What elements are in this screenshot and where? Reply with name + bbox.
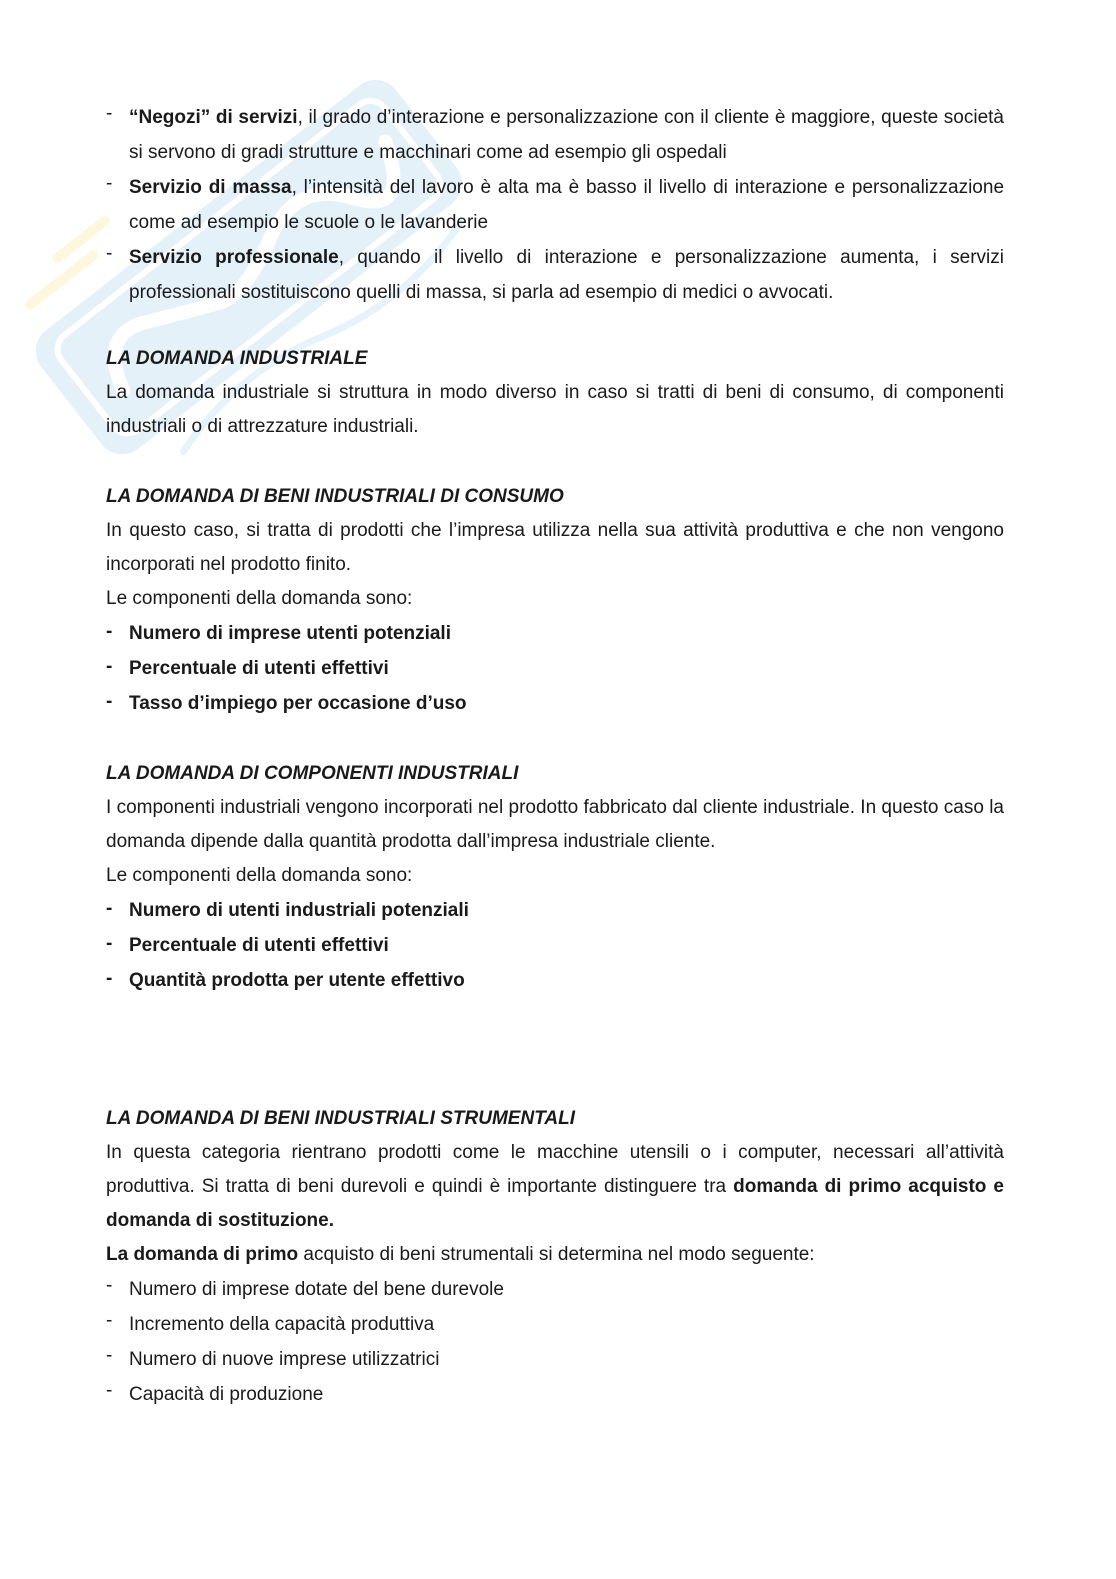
instrumental-text: In questa categoria rientrano prodotti come le macchine utensili o i computer, necessari all’attività produttiva. Si tratta di beni durevoli e quindi è importante distinguere tra — [106, 1142, 1004, 1197]
service-description: , quando il livello di interazione e personalizzazione aumenta, i servizi professionali sostituiscono quelli di massa, si parla ad esempio di medici o avvocati. — [129, 247, 1004, 303]
bullet-dash: - — [106, 1310, 113, 1331]
bullet-dash: - — [106, 173, 113, 194]
service-term: “Negozi” di servizi — [129, 107, 298, 128]
list-item — [106, 651, 1004, 686]
list-item — [106, 1272, 1004, 1307]
list-item-text: Incremento della capacità produttiva — [129, 1314, 435, 1335]
bullet-dash: - — [106, 1345, 113, 1366]
list-item — [106, 1342, 1004, 1377]
list-item-text: Numero di imprese dotate del bene durevole — [129, 1279, 504, 1300]
section-text-components: I componenti industriali vengono incorporati nel prodotto fabbricato dal cliente industriale. In questo caso la domanda dipende dalla quantità prodotta dall’impresa industriale cliente. — [106, 797, 1004, 852]
section-heading-components: LA DOMANDA DI COMPONENTI INDUSTRIALI — [106, 763, 519, 784]
list-item-text: Numero di imprese utenti potenziali — [129, 623, 451, 644]
list-item-text: Numero di utenti industriali potenziali — [129, 900, 469, 921]
bullet-dash: - — [106, 243, 113, 264]
bullet-dash: - — [106, 933, 113, 954]
components-intro: Le componenti della domanda sono: — [106, 865, 413, 886]
service-description: , l’intensità del lavoro è alta ma è basso il livello di interazione e personalizzazione come ad esempio le scuole o le lavanderie — [129, 177, 1005, 233]
section-text-consumption: In questo caso, si tratta di prodotti che l’impresa utilizza nella sua attività produttiva e che non vengono incorporati nel prodotto finito. — [106, 520, 1004, 575]
bullet-dash: - — [106, 691, 113, 712]
list-item — [106, 1307, 1004, 1342]
service-term: Servizio professionale — [129, 247, 339, 268]
list-item — [106, 616, 1004, 651]
list-item — [106, 893, 1004, 928]
service-description: , il grado d’interazione e personalizzazione con il cliente è maggiore, queste società si servono di gradi strutture e macchinari come ad esempio gli ospedali — [129, 107, 1004, 163]
section-text-instrumental — [106, 1136, 1004, 1238]
first-purchase-bold: La domanda di primo — [106, 1244, 299, 1265]
bullet-dash: - — [106, 1275, 113, 1296]
list-item-text: Percentuale di utenti effettivi — [129, 935, 389, 956]
bullet-dash: - — [106, 1380, 113, 1401]
list-item — [106, 686, 1004, 721]
service-item-professional — [106, 240, 1004, 310]
components-intro: Le componenti della domanda sono: — [106, 588, 413, 609]
list-item-text: Tasso d’impiego per occasione d’uso — [129, 693, 467, 714]
bullet-dash: - — [106, 898, 113, 919]
first-purchase-rest: acquisto di beni strumentali si determina nel modo seguente: — [298, 1244, 815, 1265]
bullet-dash: - — [106, 621, 113, 642]
bullet-dash: - — [106, 656, 113, 677]
bullet-dash: - — [106, 103, 113, 124]
document-content — [106, 100, 1004, 1412]
section-heading-industrial: LA DOMANDA INDUSTRIALE — [106, 348, 368, 369]
instrumental-text-bold: domanda di primo acquisto e domanda di sostituzione. — [106, 1176, 1004, 1231]
list-item-text: Quantità prodotta per utente effettivo — [129, 970, 465, 991]
list-item-text: Percentuale di utenti effettivi — [129, 658, 389, 679]
list-item-text: Numero di nuove imprese utilizzatrici — [129, 1349, 440, 1370]
list-item — [106, 928, 1004, 963]
first-purchase-intro — [106, 1238, 1004, 1272]
service-item-mass — [106, 170, 1004, 240]
section-heading-instrumental: LA DOMANDA DI BENI INDUSTRIALI STRUMENTALI — [106, 1108, 575, 1129]
list-item — [106, 963, 1004, 998]
service-item-shops — [106, 100, 1004, 170]
bullet-dash: - — [106, 968, 113, 989]
service-term: Servizio di massa — [129, 177, 292, 198]
list-item — [106, 1377, 1004, 1412]
list-item-text: Capacità di produzione — [129, 1384, 324, 1405]
section-text-industrial: La domanda industriale si struttura in modo diverso in caso si tratti di beni di consumo, di componenti industriali o di attrezzature industriali. — [106, 382, 1004, 437]
section-heading-consumption: LA DOMANDA DI BENI INDUSTRIALI DI CONSUMO — [106, 486, 564, 507]
